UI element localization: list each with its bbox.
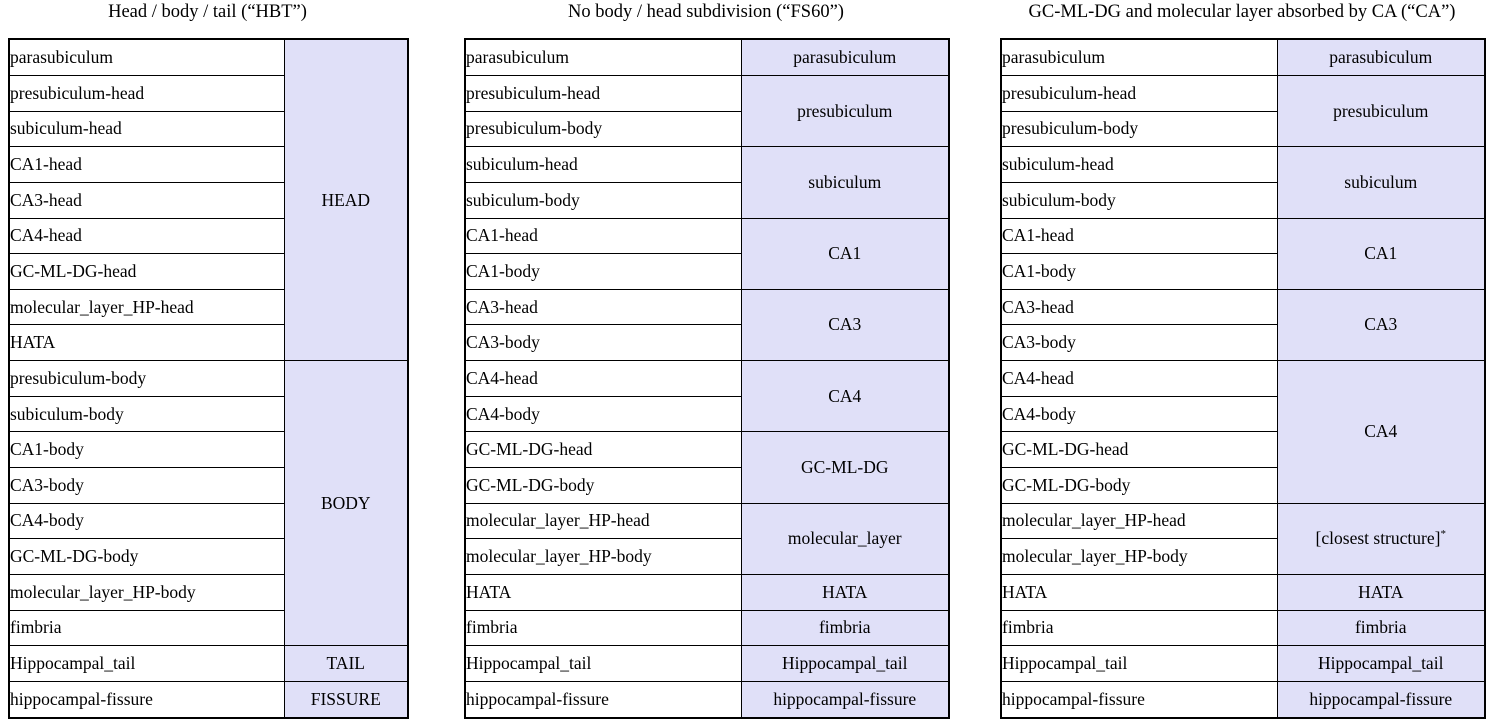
structure-label-cell: GC-ML-DG-head (465, 432, 741, 468)
mapping-table-hbt-container (8, 38, 409, 719)
group-label-cell: CA3 (1277, 289, 1485, 360)
group-label-cell: FISSURE (284, 681, 408, 718)
group-label-cell: molecular_layer (741, 503, 949, 574)
table-row (1001, 39, 1485, 75)
structure-label-cell: CA4-body (9, 503, 284, 539)
structure-label-cell: CA1-body (1001, 254, 1277, 290)
table-row (1001, 361, 1485, 397)
structure-label-cell: Hippocampal_tail (465, 646, 741, 682)
structure-label-cell: molecular_layer_HP-body (9, 574, 284, 610)
structure-label-cell: GC-ML-DG-body (1001, 468, 1277, 504)
group-label-cell: subiculum (1277, 147, 1485, 218)
structure-label-cell: CA4-head (465, 361, 741, 397)
structure-label-cell: CA4-body (1001, 396, 1277, 432)
structure-label-cell: hippocampal-fissure (465, 681, 741, 718)
table-row (1001, 646, 1485, 682)
structure-label-cell: molecular_layer_HP-body (465, 539, 741, 575)
structure-label-cell: GC-ML-DG-body (465, 468, 741, 504)
mapping-table-ca (1000, 38, 1486, 719)
table-row (9, 646, 408, 682)
structure-label-cell: fimbria (465, 610, 741, 646)
structure-label-cell: fimbria (1001, 610, 1277, 646)
mapping-table-fs60 (464, 38, 950, 719)
table-row (9, 361, 408, 397)
group-label-cell: presubiculum (1277, 75, 1485, 146)
structure-label-cell: presubiculum-head (465, 75, 741, 111)
structure-label-cell: HATA (1001, 574, 1277, 610)
group-label-cell: [closest structure]* (1277, 503, 1485, 574)
structure-label-cell: Hippocampal_tail (9, 646, 284, 682)
table-row (465, 75, 949, 111)
group-label-cell: HEAD (284, 39, 408, 361)
structure-label-cell: GC-ML-DG-body (9, 539, 284, 575)
group-label-cell: hippocampal-fissure (741, 681, 949, 718)
group-label-cell: HATA (1277, 574, 1485, 610)
group-label-cell: CA4 (741, 361, 949, 432)
structure-label-cell: presubiculum-head (1001, 75, 1277, 111)
table-title-ca: GC-ML-DG and molecular layer absorbed by CA (“CA”) (1028, 2, 1456, 22)
table-row (465, 147, 949, 183)
table-row (1001, 289, 1485, 325)
footnote-asterisk: * (1440, 528, 1446, 541)
structure-label-cell: CA1-head (9, 147, 284, 183)
structure-label-cell: subiculum-body (465, 182, 741, 218)
table-row (465, 503, 949, 539)
structure-label-cell: CA3-head (465, 289, 741, 325)
group-label-cell: parasubiculum (1277, 39, 1485, 75)
structure-label-cell: presubiculum-head (9, 75, 284, 111)
mapping-table-ca-container (1000, 38, 1486, 719)
structure-label-cell: hippocampal-fissure (1001, 681, 1277, 718)
table-row (465, 361, 949, 397)
table-row (465, 289, 949, 325)
structure-label-cell: presubiculum-body (1001, 111, 1277, 147)
mapping-table-fs60-container (464, 38, 950, 719)
group-label-cell: Hippocampal_tail (1277, 646, 1485, 682)
structure-label-cell: CA1-body (465, 254, 741, 290)
structure-label-cell: presubiculum-body (9, 361, 284, 397)
group-label-cell: parasubiculum (741, 39, 949, 75)
table-row (9, 39, 408, 75)
structure-label-cell: CA1-body (9, 432, 284, 468)
structure-label-cell: GC-ML-DG-head (1001, 432, 1277, 468)
structure-label-cell: subiculum-head (9, 111, 284, 147)
group-label-cell: Hippocampal_tail (741, 646, 949, 682)
group-label-cell: fimbria (741, 610, 949, 646)
table-row (465, 574, 949, 610)
group-label-cell: hippocampal-fissure (1277, 681, 1485, 718)
structure-label-cell: CA3-body (1001, 325, 1277, 361)
structure-label-cell: molecular_layer_HP-head (465, 503, 741, 539)
table-title-hbt: Head / body / tail (“HBT”) (108, 2, 307, 22)
table-row (465, 39, 949, 75)
structure-label-cell: CA4-body (465, 396, 741, 432)
structure-label-cell: HATA (465, 574, 741, 610)
table-row (1001, 147, 1485, 183)
structure-label-cell: molecular_layer_HP-head (1001, 503, 1277, 539)
structure-label-cell: subiculum-head (1001, 147, 1277, 183)
structure-label-cell: CA3-body (465, 325, 741, 361)
structure-label-cell: Hippocampal_tail (1001, 646, 1277, 682)
structure-label-cell: CA3-head (9, 182, 284, 218)
structure-label-cell: subiculum-head (465, 147, 741, 183)
group-label-cell: CA4 (1277, 361, 1485, 504)
table-row (465, 218, 949, 254)
group-label-cell: HATA (741, 574, 949, 610)
structure-label-cell: CA3-body (9, 468, 284, 504)
table-row (1001, 574, 1485, 610)
structure-label-cell: parasubiculum (1001, 39, 1277, 75)
structure-label-cell: molecular_layer_HP-body (1001, 539, 1277, 575)
structure-label-cell: subiculum-body (9, 396, 284, 432)
structure-label-cell: GC-ML-DG-head (9, 254, 284, 290)
group-label-cell: CA1 (1277, 218, 1485, 289)
structure-label-cell: molecular_layer_HP-head (9, 289, 284, 325)
structure-label-cell: hippocampal-fissure (9, 681, 284, 718)
group-label-cell: CA1 (741, 218, 949, 289)
table-row (465, 646, 949, 682)
mapping-table-hbt (8, 38, 409, 719)
structure-label-cell: CA1-head (465, 218, 741, 254)
group-label-cell: presubiculum (741, 75, 949, 146)
group-label-cell: subiculum (741, 147, 949, 218)
group-label-cell: CA3 (741, 289, 949, 360)
structure-label-cell: parasubiculum (465, 39, 741, 75)
structure-label-cell: parasubiculum (9, 39, 284, 75)
table-row (9, 681, 408, 718)
group-label-cell: TAIL (284, 646, 408, 682)
group-label-cell: fimbria (1277, 610, 1485, 646)
structure-label-cell: CA4-head (9, 218, 284, 254)
table-row (465, 681, 949, 718)
structure-label-cell: subiculum-body (1001, 182, 1277, 218)
group-label-cell: BODY (284, 361, 408, 646)
table-row (1001, 681, 1485, 718)
table-title-fs60: No body / head subdivision (“FS60”) (568, 2, 844, 22)
group-label-cell: GC-ML-DG (741, 432, 949, 503)
table-row (1001, 610, 1485, 646)
structure-label-cell: CA1-head (1001, 218, 1277, 254)
structure-label-cell: CA4-head (1001, 361, 1277, 397)
table-row (465, 432, 949, 468)
table-row (1001, 503, 1485, 539)
table-row (1001, 75, 1485, 111)
structure-label-cell: HATA (9, 325, 284, 361)
structure-label-cell: fimbria (9, 610, 284, 646)
table-row (465, 610, 949, 646)
structure-label-cell: presubiculum-body (465, 111, 741, 147)
structure-label-cell: CA3-head (1001, 289, 1277, 325)
table-row (1001, 218, 1485, 254)
